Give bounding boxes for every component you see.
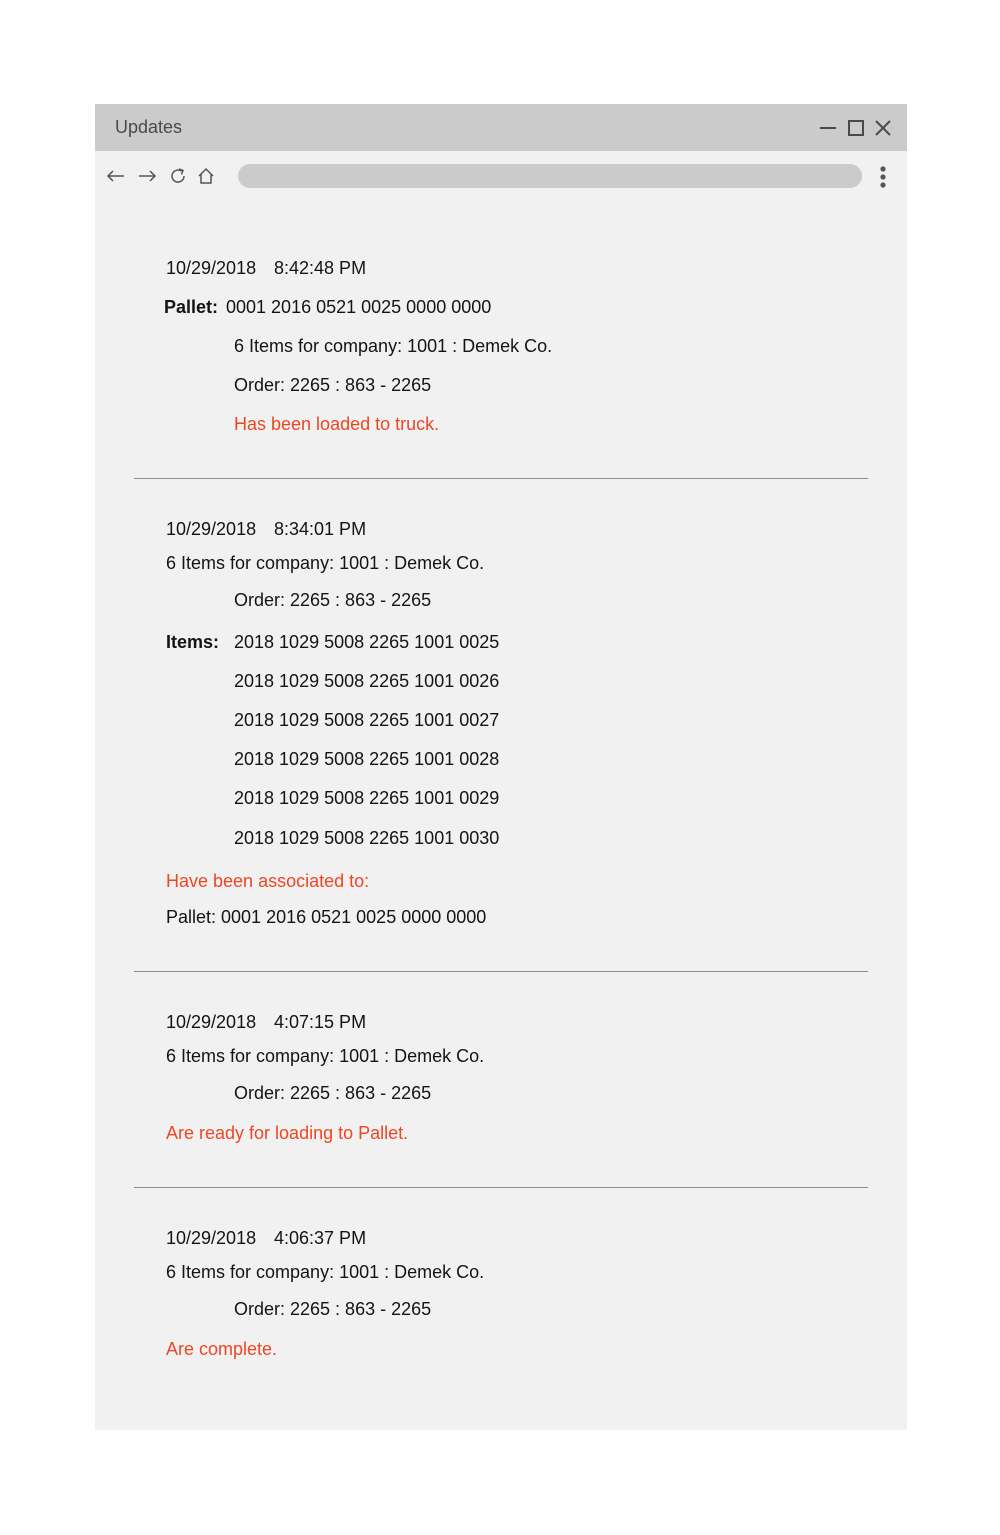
divider (134, 478, 868, 479)
update-date: 10/29/2018 (166, 258, 257, 278)
item-number: 2018 1029 5008 2265 1001 0028 (234, 749, 500, 769)
reload-icon[interactable] (168, 166, 188, 186)
update-date: 10/29/2018 (166, 1228, 257, 1248)
item-number: 2018 1029 5008 2265 1001 0030 (234, 828, 500, 848)
arrow-left-icon[interactable] (106, 166, 126, 186)
maximize-icon[interactable] (846, 118, 866, 138)
item-number: 2018 1029 5008 2265 1001 0029 (234, 788, 500, 808)
order-text: Order: 2265 : 863 - 2265 (234, 590, 432, 610)
browser-toolbar (95, 151, 907, 200)
update-date: 10/29/2018 (166, 1012, 257, 1032)
item-number: 2018 1029 5008 2265 1001 0025 (234, 632, 500, 652)
status-text: Are ready for loading to Pallet. (166, 1123, 409, 1143)
minimize-icon[interactable] (818, 118, 838, 138)
update-time: 8:42:48 PM (274, 258, 367, 278)
update-time: 8:34:01 PM (274, 519, 367, 539)
close-icon[interactable] (873, 118, 893, 138)
pallet-number: 0001 2016 0521 0025 0000 0000 (226, 297, 492, 317)
status-text: Have been associated to: (166, 871, 370, 891)
window-title: Updates (115, 117, 183, 137)
title-bar[interactable] (95, 104, 907, 151)
company-text: 6 Items for company: 1001 : Demek Co. (166, 1262, 485, 1282)
divider (134, 1187, 868, 1188)
home-icon[interactable] (196, 166, 216, 186)
address-bar[interactable] (238, 164, 862, 188)
order-text: Order: 2265 : 863 - 2265 (234, 375, 432, 395)
more-vertical-icon[interactable] (875, 165, 891, 189)
browser-window (95, 104, 907, 1430)
update-time: 4:06:37 PM (274, 1228, 367, 1248)
order-text: Order: 2265 : 863 - 2265 (234, 1083, 432, 1103)
order-text: Order: 2265 : 863 - 2265 (234, 1299, 432, 1319)
item-number: 2018 1029 5008 2265 1001 0026 (234, 671, 500, 691)
update-time: 4:07:15 PM (274, 1012, 367, 1032)
status-text: Are complete. (166, 1339, 278, 1359)
divider (134, 971, 868, 972)
items-label: Items: (166, 632, 220, 652)
pallet-label: Pallet: (164, 297, 219, 317)
status-text: Has been loaded to truck. (234, 414, 440, 434)
pallet-text: Pallet: 0001 2016 0521 0025 0000 0000 (166, 907, 487, 927)
company-text: 6 Items for company: 1001 : Demek Co. (166, 553, 485, 573)
item-number: 2018 1029 5008 2265 1001 0027 (234, 710, 500, 730)
update-date: 10/29/2018 (166, 519, 257, 539)
company-text: 6 Items for company: 1001 : Demek Co. (166, 1046, 485, 1066)
arrow-right-icon[interactable] (137, 166, 157, 186)
company-text: 6 Items for company: 1001 : Demek Co. (234, 336, 553, 356)
